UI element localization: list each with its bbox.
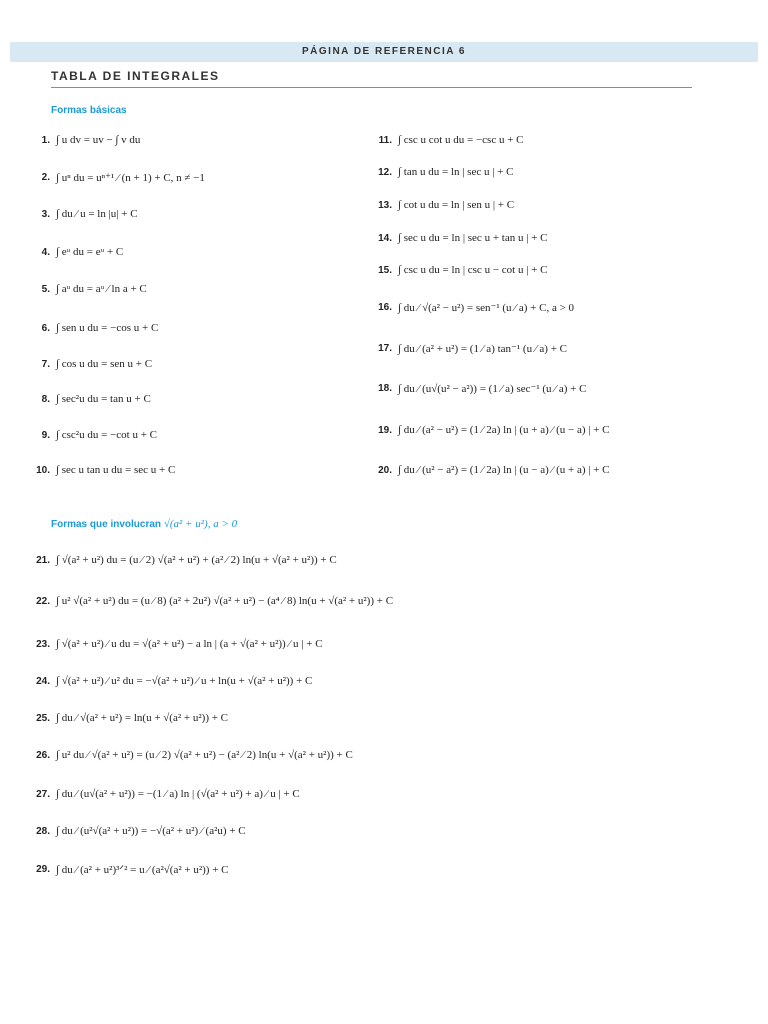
formula-number: 16. (378, 301, 392, 313)
formula-number: 5. (41, 283, 50, 295)
formula-expression: ∫ eᵘ du = eᵘ + C (56, 246, 124, 258)
formula-expression: ∫ tan u du = ln | sec u | + C (398, 166, 514, 178)
formula-expression: ∫ csc²u du = −cot u + C (56, 429, 157, 441)
formula-number: 1. (41, 134, 50, 146)
formula-expression: ∫ du ⁄ (a² + u²) = (1 ⁄ a) tan⁻¹ (u ⁄ a) + C (398, 342, 567, 355)
formula-20 (372, 460, 610, 480)
formula-21 (30, 550, 337, 570)
reference-bar-text: PÁGINA DE REFERENCIA 6 (302, 46, 466, 57)
formula-number: 22. (36, 595, 50, 607)
formula-expression: ∫ sec u du = ln | sec u + tan u | + C (398, 232, 548, 244)
formula-number: 15. (378, 264, 392, 276)
formula-expression: ∫ u² √(a² + u²) du = (u ⁄ 8) (a² + 2u²) √(a² + u²) − (a⁴ ⁄ 8) ln(u + √(a² + u²)) + C (56, 595, 394, 607)
formula-10 (30, 460, 175, 480)
formula-number: 4. (41, 246, 50, 258)
formula-4 (30, 242, 123, 262)
formula-expression: ∫ uⁿ du = uⁿ⁺¹ ⁄ (n + 1) + C, n ≠ −1 (56, 171, 205, 184)
formula-number: 6. (41, 322, 50, 334)
formula-expression: ∫ aᵘ du = aᵘ ⁄ ln a + C (56, 283, 147, 295)
formula-number: 14. (378, 232, 392, 244)
formula-23 (30, 634, 323, 654)
formula-16 (372, 297, 574, 317)
formula-expression: ∫ du ⁄ √(a² − u²) = sen⁻¹ (u ⁄ a) + C, a > 0 (398, 301, 575, 314)
formula-expression: ∫ √(a² + u²) ⁄ u du = √(a² + u²) − a ln | (a + √(a² + u²)) ⁄ u | + C (56, 638, 323, 650)
formula-expression: ∫ √(a² + u²) ⁄ u² du = −√(a² + u²) ⁄ u + ln(u + √(a² + u²)) + C (56, 675, 313, 687)
formula-number: 26. (36, 749, 50, 761)
formula-number: 8. (41, 393, 50, 405)
formula-5 (30, 279, 147, 299)
formula-27 (30, 784, 300, 804)
page-title: TABLA DE INTEGRALES (51, 69, 220, 83)
formula-expression: ∫ du ⁄ (a² − u²) = (1 ⁄ 2a) ln | (u + a) ⁄ (u − a) | + C (398, 424, 610, 436)
formula-number: 9. (41, 429, 50, 441)
formula-number: 10. (36, 464, 50, 476)
formula-9 (30, 425, 157, 445)
formula-expression: ∫ cos u du = sen u + C (56, 358, 153, 370)
formula-expression: ∫ u² du ⁄ √(a² + u²) = (u ⁄ 2) √(a² + u²) − (a² ⁄ 2) ln(u + √(a² + u²)) + C (56, 749, 353, 761)
formula-19 (372, 420, 610, 440)
formula-number: 24. (36, 675, 50, 687)
formula-28 (30, 821, 246, 841)
section-heading-math: √(a² + u²), a > 0 (163, 518, 238, 530)
formula-25 (30, 708, 228, 728)
formula-1 (30, 130, 140, 150)
formula-number: 12. (378, 166, 392, 178)
formula-2 (30, 167, 205, 187)
formula-number: 11. (378, 134, 392, 146)
formula-3 (30, 204, 138, 224)
formula-17 (372, 338, 567, 358)
formula-number: 27. (36, 788, 50, 800)
formula-number: 25. (36, 712, 50, 724)
section-heading-text: Formas básicas (51, 105, 127, 116)
formula-29 (30, 859, 229, 879)
formula-number: 3. (41, 208, 50, 220)
formula-expression: ∫ du ⁄ u = ln |u| + C (56, 208, 138, 220)
formula-15 (372, 260, 547, 280)
formula-number: 21. (36, 554, 50, 566)
section-heading-basic (51, 104, 127, 116)
formula-number: 19. (378, 424, 392, 436)
formula-expression: ∫ du ⁄ √(a² + u²) = ln(u + √(a² + u²)) + C (56, 712, 229, 724)
formula-18 (372, 378, 586, 398)
formula-expression: ∫ csc u cot u du = −csc u + C (398, 134, 524, 146)
section-heading-text: Formas que involucran (51, 519, 164, 530)
formula-number: 18. (378, 382, 392, 394)
formula-expression: ∫ du ⁄ (u²√(a² + u²)) = −√(a² + u²) ⁄ (a²u) + C (56, 825, 246, 837)
formula-expression: ∫ sen u du = −cos u + C (56, 322, 159, 334)
formula-number: 28. (36, 825, 50, 837)
formula-expression: ∫ sec²u du = tan u + C (56, 393, 151, 405)
formula-6 (30, 318, 158, 338)
formula-14 (372, 228, 547, 248)
title-divider (51, 87, 692, 88)
formula-number: 20. (378, 464, 392, 476)
formula-number: 2. (41, 171, 50, 183)
formula-expression: ∫ cot u du = ln | sen u | + C (398, 199, 515, 211)
formula-7 (30, 354, 152, 374)
reference-bar (10, 42, 758, 62)
formula-12 (372, 162, 513, 182)
formula-expression: ∫ du ⁄ (a² + u²)³ᐟ² = u ⁄ (a²√(a² + u²)) + C (56, 863, 229, 876)
formula-expression: ∫ √(a² + u²) du = (u ⁄ 2) √(a² + u²) + (a² ⁄ 2) ln(u + √(a² + u²)) + C (56, 554, 337, 566)
formula-expression: ∫ sec u tan u du = sec u + C (56, 464, 176, 476)
formula-number: 13. (378, 199, 392, 211)
formula-expression: ∫ csc u du = ln | csc u − cot u | + C (398, 264, 548, 276)
formula-number: 7. (41, 358, 50, 370)
formula-13 (372, 195, 514, 215)
formula-22 (30, 591, 393, 611)
formula-expression: ∫ du ⁄ (u² − a²) = (1 ⁄ 2a) ln | (u − a) ⁄ (u + a) | + C (398, 464, 610, 476)
formula-expression: ∫ u dv = uv − ∫ v du (56, 134, 141, 146)
formula-26 (30, 745, 353, 765)
formula-11 (372, 130, 524, 150)
section-heading-sqrt (51, 518, 237, 530)
formula-expression: ∫ du ⁄ (u√(a² + u²)) = −(1 ⁄ a) ln | (√(a² + u²) + a) ⁄ u | + C (56, 788, 300, 800)
formula-expression: ∫ du ⁄ (u√(u² − a²)) = (1 ⁄ a) sec⁻¹ (u ⁄ a) + C (398, 382, 587, 395)
formula-number: 29. (36, 863, 50, 875)
formula-number: 23. (36, 638, 50, 650)
formula-8 (30, 389, 151, 409)
formula-number: 17. (378, 342, 392, 354)
formula-24 (30, 671, 312, 691)
